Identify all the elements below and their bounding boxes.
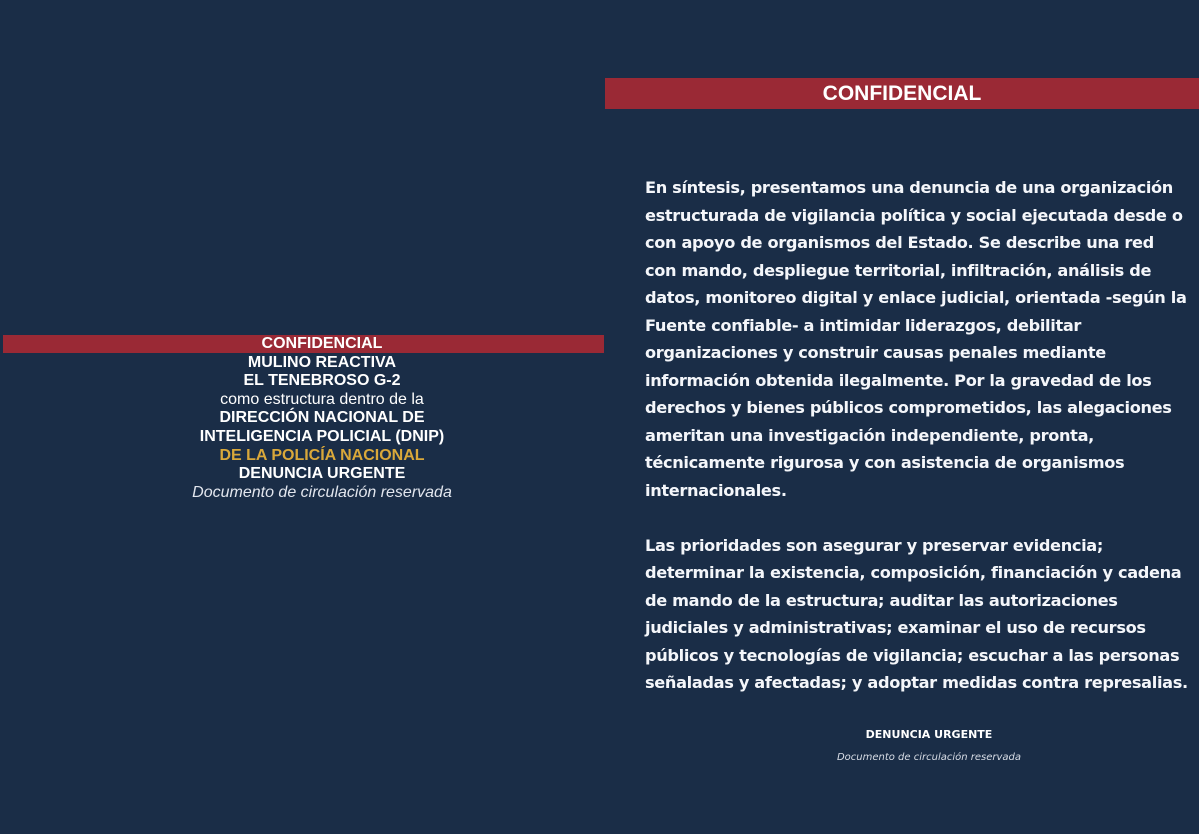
right-confidential-banner xyxy=(605,78,1199,109)
summary-paragraph-2: Las prioridades son asegurar y preservar evidencia; determinar la existencia, composición, financiación y cadena de mando de la estructura; auditar las autorizaciones judiciales y administrativas; examinar el uso de recursos públicos y tecnologías de vigilancia; escuchar a las personas señaladas y afectadas; y adoptar medidas contra represalias. xyxy=(645,535,1188,692)
cover-title-line-1: MULINO REACTIVA xyxy=(247,353,397,371)
cover-subtitle: Documento de circulación reservada xyxy=(192,483,452,501)
footer-subtitle: Documento de circulación reservada xyxy=(836,752,1022,763)
footer-title: DENUNCIA URGENTE xyxy=(865,728,993,741)
left-cover-title-block xyxy=(22,335,622,502)
cover-title-line-6-highlight: DE LA POLICÍA NACIONAL xyxy=(219,446,425,464)
cover-title-line-3: como estructura dentro de la xyxy=(220,390,424,408)
cover-title-line-4: DIRECCIÓN NACIONAL DE xyxy=(219,409,425,427)
left-confidential-label: CONFIDENCIAL xyxy=(261,335,383,352)
summary-body xyxy=(645,174,1190,724)
cover-title-line-2: EL TENEBROSO G-2 xyxy=(243,372,401,390)
summary-paragraph-1: En síntesis, presentamos una denuncia de una organización estructurada de vigilancia política y social ejecutada desde o con apoyo de organismos del Estado. Se describe una red con mando, despliegue territorial, infiltración, análisis de datos, monitoreo digital y enlace judicial, orientada -según la Fuente confiable- a intimidar liderazgos, debilitar organizaciones y construir causas penales mediante información obtenida ilegalmente. Por la gravedad de los derechos y bienes públicos comprometidos, las alegaciones ameritan una investigación independiente, pronta, técnicamente rigurosa y con asistencia de organismos internacionales. xyxy=(645,178,1187,500)
right-confidential-label: CONFIDENCIAL xyxy=(822,82,982,105)
cover-title-line-5: INTELIGENCIA POLICIAL (DNIP) xyxy=(199,427,445,445)
cover-title-line-7: DENUNCIA URGENTE xyxy=(238,465,406,483)
